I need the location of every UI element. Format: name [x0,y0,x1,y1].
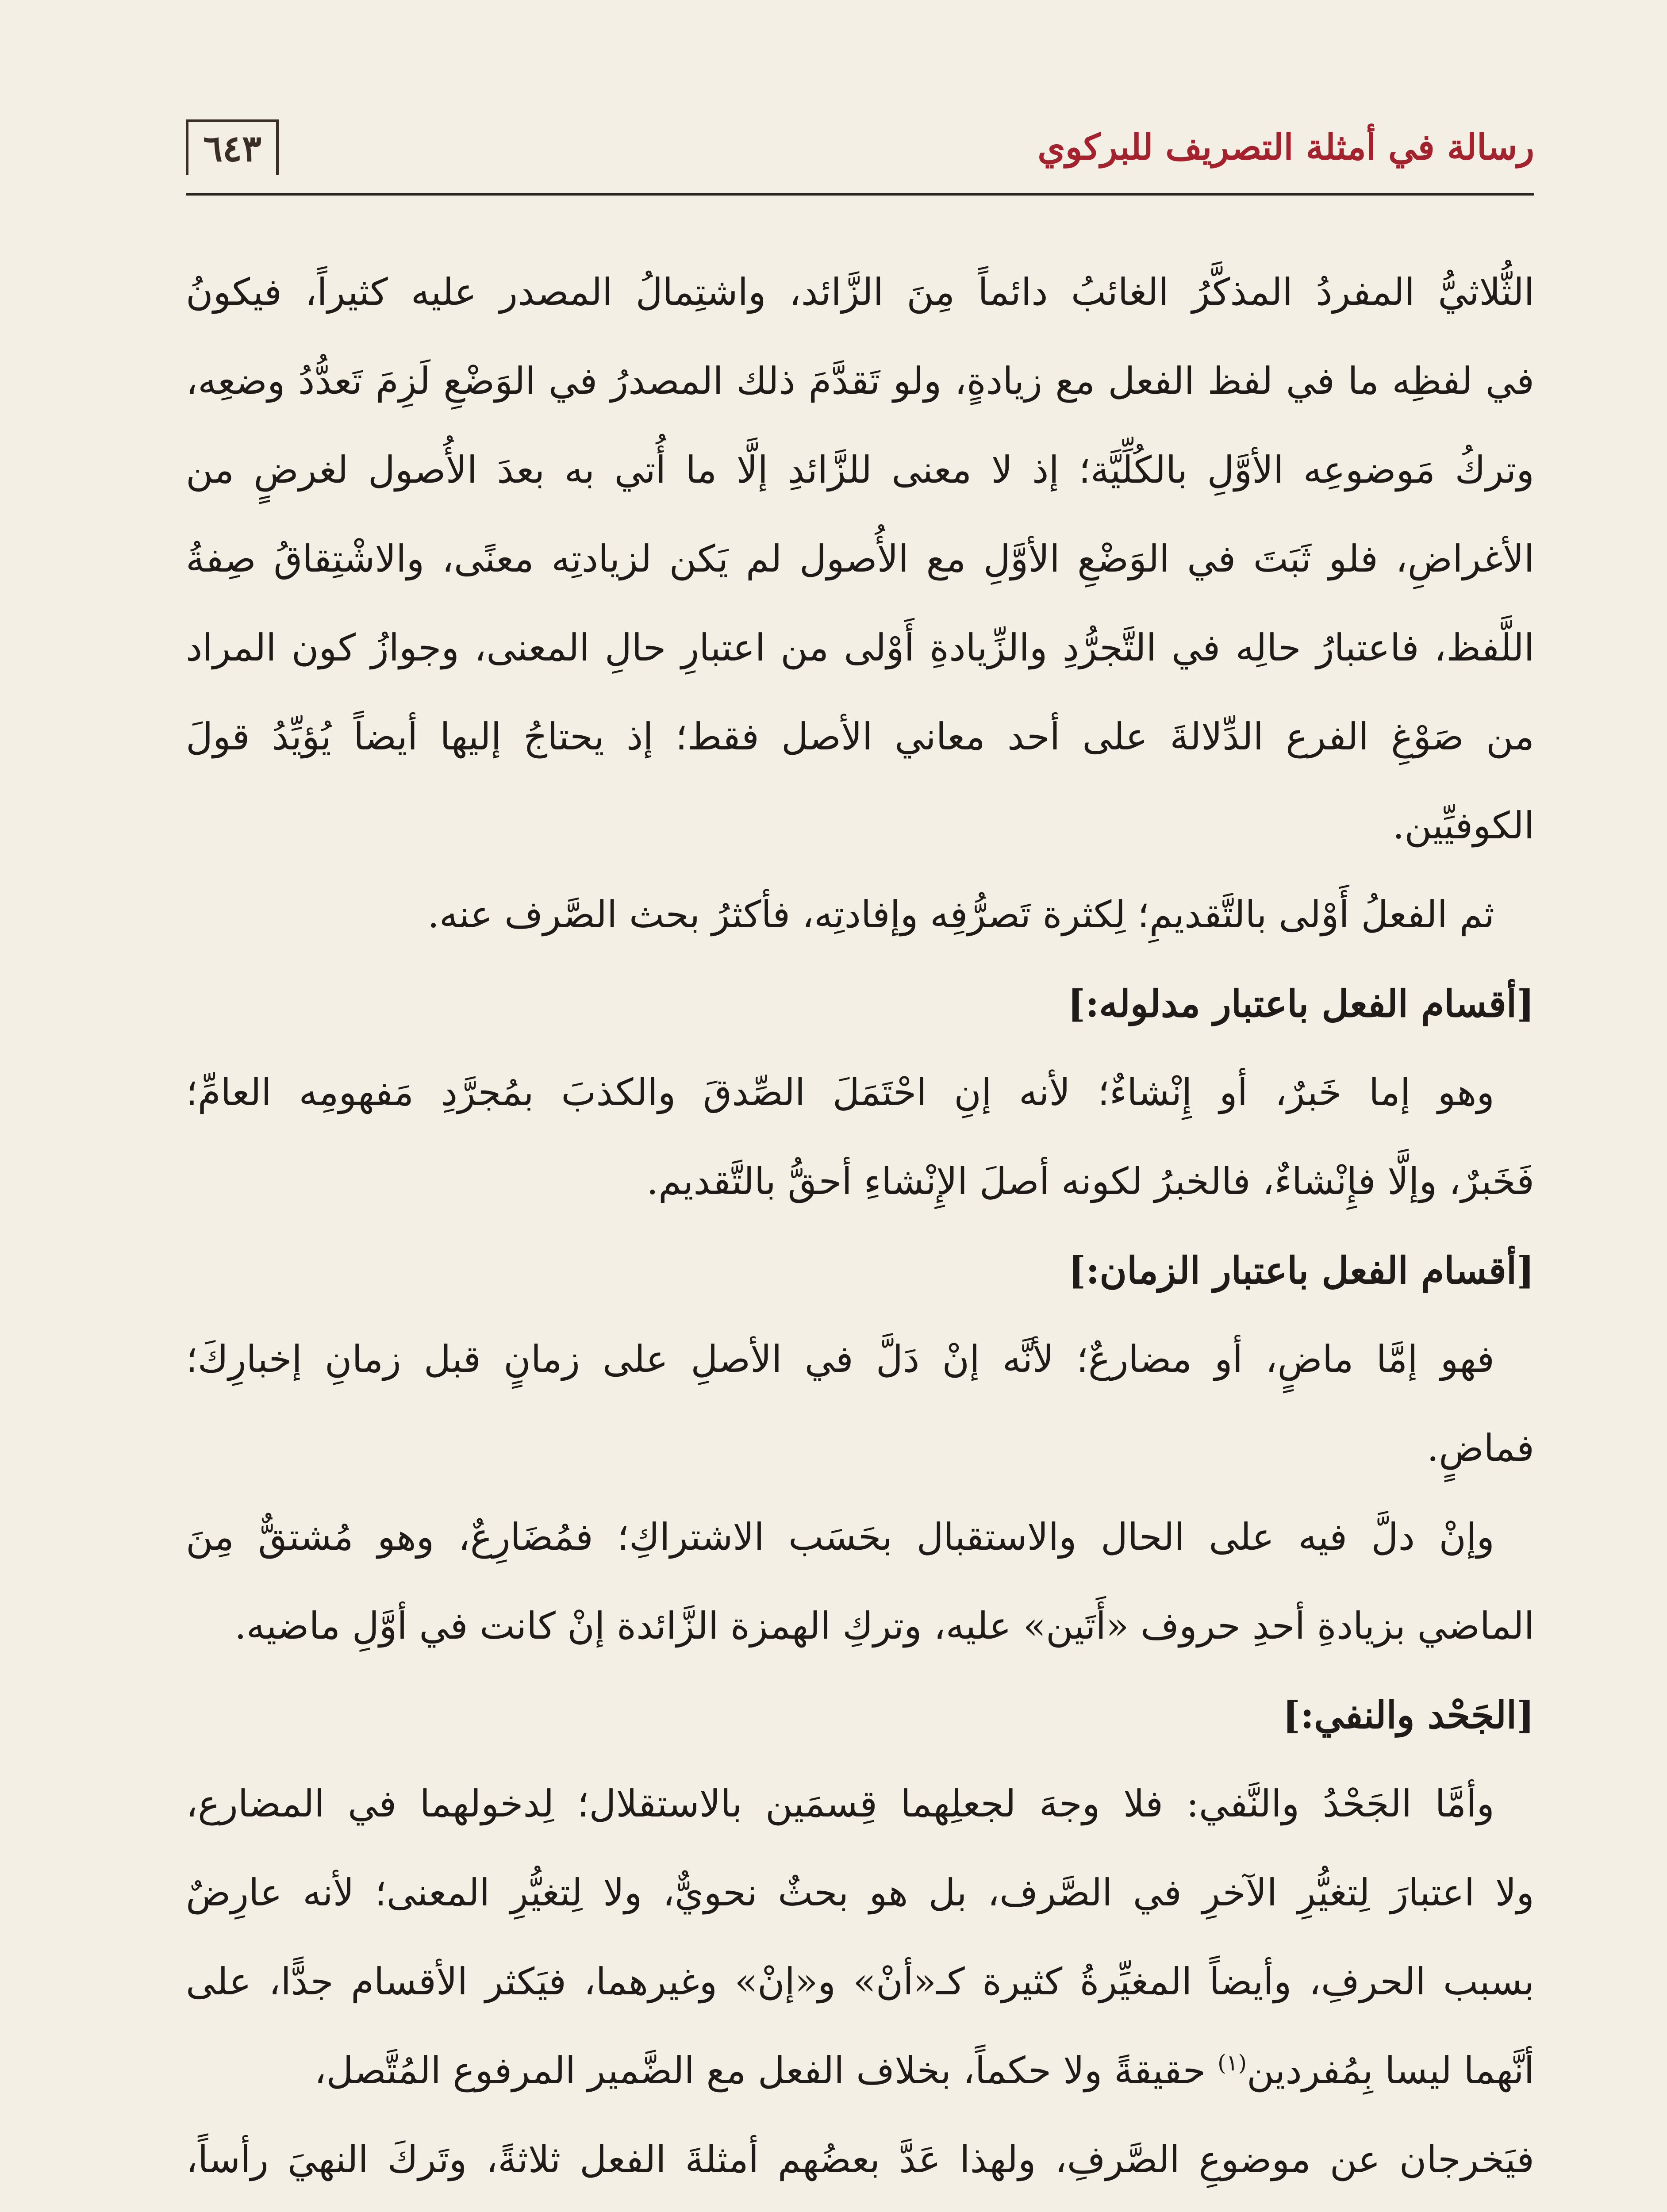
text-line: وإنْ دلَّ فيه على الحال والاستقبال بحَسَب الاشتراكِ؛ فمُضَارِعٌ، وهو مُشتقٌّ مِنَ [186,1515,1494,1559]
section-heading: [الجَحْد والنفي:] [1283,1693,1534,1737]
text-line: فيَخرجان عن موضوعِ الصَّرفِ، ولهذا عَدَّ بعضُهم أمثلةَ الفعل ثلاثةً، وتَركَ النهيَ رأساً، [186,2138,1534,2181]
page-number-box [186,119,279,175]
text-line: الماضي بزيادةِ أحدِ حروف «أَتَين» عليه، وتركِ الهمزة الزَّائدة إنْ كانت في أوَّلِ ماضيه. [234,1604,1534,1647]
text-line: وهو إما خَبرٌ، أو إِنْشاءٌ؛ لأنه إنِ احْتَمَلَ الصِّدقَ والكذبَ بمُجرَّدِ مَفهومِه العامِّ؛ [186,1071,1494,1114]
text-line: من صَوْغِ الفرع الدِّلالةَ على أحد معاني الأصل فقط؛ إذ يحتاجُ إليها أيضاً يُؤيِّدُ قولَ [186,715,1534,758]
text-segment: أنَّهما ليسا بِمُفردين [1247,2049,1534,2092]
text-segment: حقيقةً ولا حكماً، بخلاف الفعل مع الضَّمير المرفوع المُتَّصل، [314,2049,1206,2092]
text-line-with-footnote [186,2026,1534,2115]
text-line: وتركُ مَوضوعِه الأوَّلِ بالكُلِّيَّة؛ إذ لا معنى للزَّائدِ إلَّا ما أُتي به بعدَ الأُصول لغرضٍ من [186,448,1534,492]
text-line: الأغراضِ، فلو ثَبَتَ في الوَضْعِ الأوَّلِ مع الأُصول لم يَكن لزيادتِه معنًى، والاشْتِقاقُ صِفةُ [186,537,1534,580]
text-line [186,2204,1534,2212]
text-line: ثم الفعلُ أَوْلى بالتَّقديمِ؛ لِكثرة تَصرُّفِه وإفادتِه، فأكثرُ بحث الصَّرف عنه. [427,893,1494,936]
text-line: فَخَبرٌ، وإلَّا فإِنْشاءٌ، فالخبرُ لكونه أصلَ الإِنْشاءِ أحقُّ بالتَّقديم. [646,1160,1534,1203]
text-line: اللَّفظ، فاعتبارُ حالِه في التَّجرُّدِ والزِّيادةِ أَوْلى من اعتبارِ حالِ المعنى، وجوازُ كون المراد [186,626,1534,669]
text-line: فهو إمَّا ماضٍ، أو مضارعٌ؛ لأنَّه إنْ دَلَّ في الأصلِ على زمانٍ قبل زمانِ إخبارِكَ؛ [186,1337,1494,1381]
main-text [186,248,1534,2212]
footnote-reference[interactable]: (١) [1218,2050,1247,2076]
text-line: الكوفيِّين. [1392,804,1534,847]
header-rule [186,193,1534,196]
text-line: بسبب الحرفِ، وأيضاً المغيِّرةُ كثيرة كـ«أنْ» و«إنْ» وغيرهما، فيَكثر الأقسام جدًّا، على [186,1960,1534,2003]
text-line: وأمَّا الجَحْدُ والنَّفي: فلا وجهَ لجعلِهما قِسمَين بالاستقلال؛ لِدخولهما في المضارع، [186,1782,1494,1825]
text-line: في لفظِه ما في لفظ الفعل مع زيادةٍ، ولو تَقدَّمَ ذلك المصدرُ في الوَضْعِ لَزِمَ تَعدُّدُ وضعِه، [186,359,1534,403]
text-line: الثُّلاثيُّ المفردُ المذكَّرُ الغائبُ دائماً مِنَ الزَّائد، واشتِمالُ المصدر عليه كثيراً، فيكونُ [186,270,1534,314]
text-line: ولا اعتبارَ لِتغيُّرِ الآخرِ في الصَّرف، بل هو بحثٌ نحويٌّ، ولا لِتغيُّرِ المعنى؛ لأنه عارِضٌ [186,1871,1534,1914]
page-number: ٦٤٣ [203,127,262,170]
text-line: فماضٍ. [1427,1426,1534,1470]
running-title: رسالة في أمثلة التصريف للبركوي [1037,126,1534,168]
section-heading: [أقسام الفعل باعتبار الزمان:] [1068,1248,1534,1292]
section-heading: [أقسام الفعل باعتبار مدلوله:] [1068,982,1534,1025]
